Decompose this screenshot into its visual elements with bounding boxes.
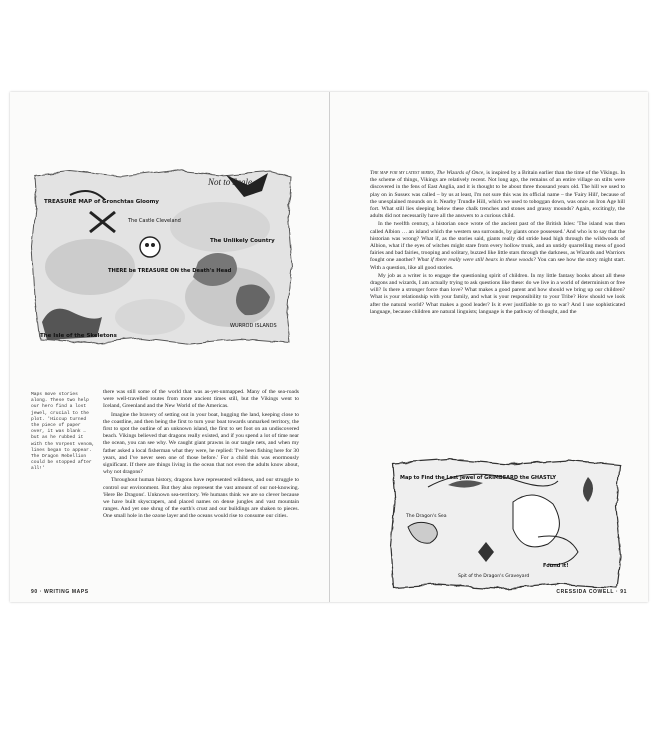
treasure-map-illustration (30, 167, 295, 347)
right-paragraph (370, 170, 625, 220)
map-label-treasure: THERE be TREASURE ON the Death's Head (108, 268, 232, 274)
map-label-isle: The Isle of the Skeletons (40, 333, 117, 339)
series-title: The Wizards of Once, (436, 170, 485, 176)
right-paragraph (370, 221, 625, 271)
left-page (10, 92, 329, 602)
paragraph-end: You can see how the story might start. With a question, like all good stories. (370, 257, 625, 271)
left-paragraph: there was still some of the world that was as-yet-unmapped. Many of the sea-roads were well-travelled routes from more ancient times still, but the Vikings went to Iceland, Greenland and the New World of the Americas. (103, 389, 299, 410)
jewel-map-title: Map to Find the Lost Jewel of GRIMBEARD the GHASTLY (400, 475, 557, 481)
jewel-map-sea: The Dragon's Sea (406, 514, 447, 519)
jewel-map-found: Found it! (543, 563, 569, 569)
left-body-text (103, 389, 299, 522)
italic-question: What if there really were still bears in these woods? (417, 257, 536, 264)
left-folio: 90 · WRITING MAPS (31, 589, 89, 595)
paragraph-rest: is inspired by a Britain earlier than the time of the Vikings. In the scheme of things, Vikings are relatively recent. Not long ago, the remains of an entire village on stilts were discovered in the fens of East Anglia, and it is thought to be about three thousand years old. The hill we used to play on in Sussex was called – by us at least, I'm not sure this was its official name – the 'Fairy Hill', because of the unexplained mounds on it. Nearby Trundle Hill, which we used to toboggan down, was once an Iron Age hill fort. What still lies sleeping below these chalk trenches and stones and grassy mounds? Again, excitingly, the adults did not necessarily have all the answers to a curious child. (370, 170, 625, 220)
map-label-unlikely: The Unlikely Country (210, 238, 275, 244)
right-folio: CRESSIDA COWELL · 91 (556, 589, 627, 595)
left-paragraph: Throughout human history, dragons have represented wildness, and our struggle to control our environment. But they also represent the vast amount of our not-knowing. 'Here Be Dragons'. Unknown sea-territory. We humans think we are so clever because we have built skyscrapers, and placed names on dense jungles and vast mountain ranges. And yet one shrug of the earth's crust and our buildings are shaken to pieces. One small hole in the ozone layer and the oceans would rise to consume our cities. (103, 477, 299, 520)
lost-jewel-map-illustration (388, 457, 624, 592)
right-paragraph: My job as a writer is to engage the questioning spirit of children. In my little fantasy books about all these dragons and wizards, I am actually trying to ask questions like these: do we live in a world of determinism or free will? Is there a stronger force than love? What makes a good parent and how should we bring up our children? What is your relationship with your family, and what is your responsibility to your Tribe? How should we look after the natural world? What makes a good leader? Is it ever justifiable to go to war? And I use sophisticated language, because children are natural linguists; language is the pathway of thought, and the (370, 272, 625, 315)
left-paragraph: Imagine the bravery of setting out in your boat, hugging the land, keeping close to the coastline, and then being the first to turn your boat towards unmarked territory, the first to spot the outline of an unknown island, the first to set foot on an undiscovered beach. Vikings believed that dragons really existed, and if you spend a lot of time near the ocean, you can see why. We caught giant prawns in our tangle nets, and when my father asked a local fisherman what they were, he replied: 'I've been fishing here for 30 years, and I've never seen one of those before.' For a child this was enormously significant. If there are things living in the ocean that not even the adults know about, why not dragons? (103, 411, 299, 476)
map-label-treasure-map: TREASURE MAP of Gronchtas Gloomy (44, 199, 159, 205)
map-label-castle: The Castle Cleveland (128, 218, 181, 224)
map-label-not-to-scale: Not to Scale (208, 177, 252, 187)
right-page (330, 92, 649, 602)
book-spread (10, 92, 648, 602)
right-body-text (370, 170, 625, 317)
map-label-wurrod: WURROD ISLANDS (230, 323, 277, 329)
jewel-map-spit: Spit of the Dragon's Graveyard (458, 574, 530, 579)
paragraph-text: In the twelfth century, a historian once wrote of the ancient past of the British Isles: 'The island was then called Albion … an island which the western sea surrounds, by giants once possessed.' And who is to say that the historian was wrong? What if, as the stories said, giants really did stride head high through the wildwoods of Albion, what if the eyes of witches might stare from every hollow trunk, and an untidy quarrelling mess of good fairies and bad fairies, trooping and solitary, buzzed like little stars through the darkness, as Wizards and Warriors fought one another? (370, 221, 625, 264)
map-caption: Maps move stories along. These two help our hero find a lost jewel, crucial to the plot. 'Hiccup turned the piece of paper over, it was blank … but as he rubbed it with the Vorpent venom, lines began to appear. The Dragon Rebellion could be stopped after all!' (31, 392, 95, 472)
lead-in: The map for my latest series, (370, 170, 435, 176)
